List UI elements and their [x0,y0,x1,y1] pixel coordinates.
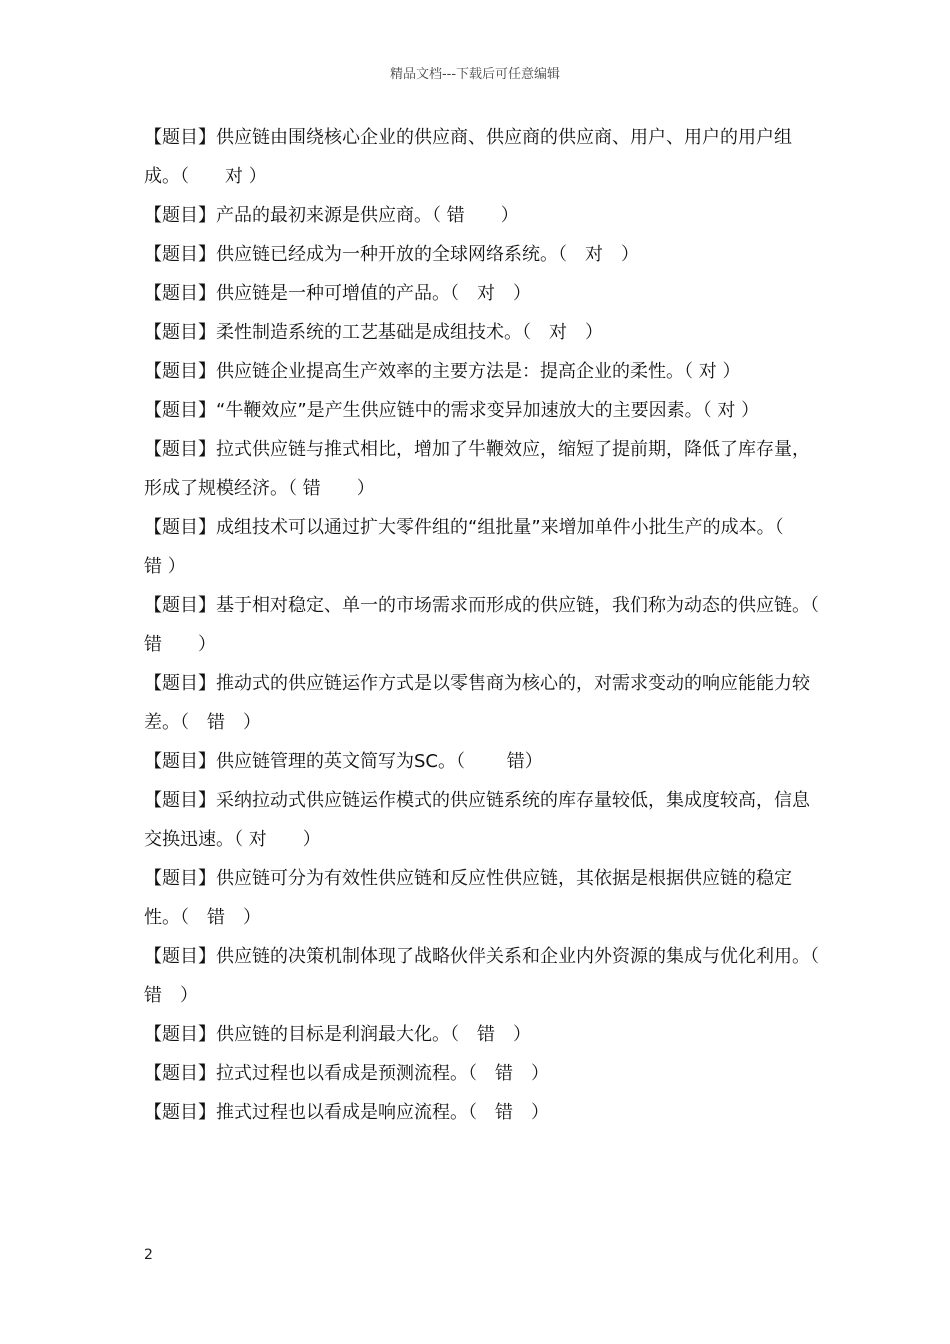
question-item: 【题目】成组技术可以通过扩大零件组的“组批量”来增加单件小批生产的成本。（ 错 ） [144,517,820,577]
question-item: 【题目】柔性制造系统的工艺基础是成组技术。（ 对 ） [144,322,603,343]
question-item: 【题目】供应链的目标是利润最大化。（ 错 ） [144,1024,531,1045]
question-item: 【题目】供应链企业提高生产效率的主要方法是：提高企业的柔性。（ 对 ） [144,361,741,382]
question-item: 【题目】拉式过程也以看成是预测流程。（ 错 ） [144,1063,549,1084]
page-header: 精品文档---下载后可任意编辑 [389,67,561,82]
question-item: 【题目】拉式供应链与推式相比，增加了牛鞭效应，缩短了提前期，降低了库存量，形成了规模经济。（ 错 ） [144,439,810,499]
question-item: 【题目】供应链的决策机制体现了战略伙伴关系和企业内外资源的集成与优化利用。（ 错 ） [144,946,837,1006]
question-item: 【题目】供应链可分为有效性供应链和反应性供应链，其依据是根据供应链的稳定性。（ 错 ） [144,868,792,928]
question-item: 【题目】产品的最初来源是供应商。（ 错 ） [144,205,519,226]
question-item: 【题目】推动式的供应链运作方式是以零售商为核心的，对需求变动的响应能能力较差。（ 错 ） [144,673,810,733]
question-item: 【题目】供应链管理的英文简写为SC。（ 错） [144,751,543,772]
question-list [144,118,837,1132]
question-item: 【题目】供应链已经成为一种开放的全球网络系统。（ 对 ） [144,244,639,265]
question-item: 【题目】基于相对稳定、单一的市场需求而形成的供应链，我们称为动态的供应链。（ 错 ） [144,595,819,655]
page-number: 2 [144,1247,153,1263]
question-item: 【题目】推式过程也以看成是响应流程。（ 错 ） [144,1102,549,1123]
question-item: 【题目】“牛鞭效应”是产生供应链中的需求变异加速放大的主要因素。（ 对 ） [144,400,760,421]
question-item: 【题目】采纳拉动式供应链运作模式的供应链系统的库存量较低，集成度较高，信息交换迅速。（ 对 ） [144,790,810,850]
question-item: 【题目】供应链由围绕核心企业的供应商、供应商的供应商、用户、用户的用户组成。（ 对 ） [144,127,792,187]
question-item: 【题目】供应链是一种可增值的产品。（ 对 ） [144,283,531,304]
